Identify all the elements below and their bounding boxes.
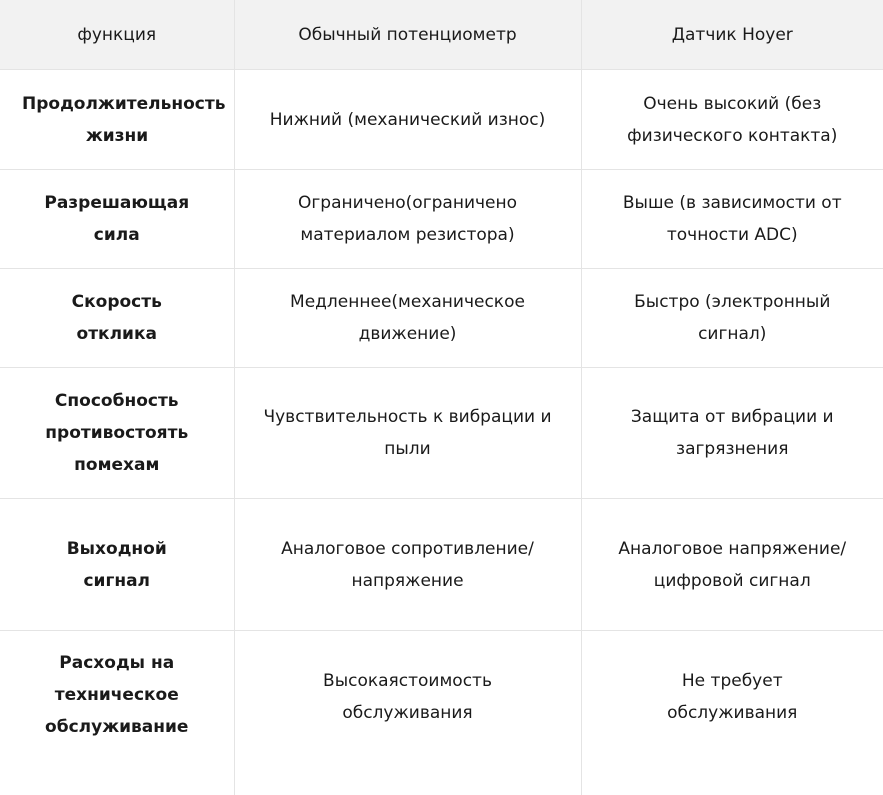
table-row xyxy=(0,631,883,795)
table-row xyxy=(0,368,883,499)
row-feature-cell xyxy=(0,70,234,170)
row-feature-text: Скорость отклика xyxy=(57,286,177,350)
row-pot-text: Медленнее(механическое движение) xyxy=(273,286,543,350)
row-pot-text: Нижний (механический износ) xyxy=(270,104,546,136)
row-feature-text: Продолжительность жизни xyxy=(22,88,212,152)
row-hall-text: Выше (в зависимости от точности ADC) xyxy=(607,187,857,251)
row-hall-cell xyxy=(581,368,883,499)
row-hall-text: Очень высокий (без физического контакта) xyxy=(612,88,852,152)
row-hall-cell xyxy=(581,269,883,368)
table-header-row xyxy=(0,0,883,70)
row-pot-cell xyxy=(234,170,581,269)
header-feature: функция xyxy=(0,0,234,70)
row-pot-text: Высокаястоимость обслуживания xyxy=(298,665,518,729)
row-feature-cell xyxy=(0,631,234,795)
row-feature-cell xyxy=(0,269,234,368)
row-hall-cell xyxy=(581,499,883,631)
row-feature-text: Способность противостоять помехам xyxy=(37,385,197,481)
row-feature-text: Разрешающая сила xyxy=(37,187,197,251)
row-hall-cell xyxy=(581,70,883,170)
row-hall-text: Аналоговое напряжение/цифровой сигнал xyxy=(612,533,852,597)
row-pot-cell xyxy=(234,631,581,795)
row-pot-cell xyxy=(234,269,581,368)
table-row xyxy=(0,170,883,269)
row-pot-text: Ограничено(ограничено материалом резистора) xyxy=(278,187,538,251)
row-pot-cell xyxy=(234,368,581,499)
row-hall-text: Быстро (электронный сигнал) xyxy=(612,286,852,350)
header-potentiometer: Обычный потенциометр xyxy=(234,0,581,70)
row-pot-text: Аналоговое сопротивление/напряжение xyxy=(263,533,553,597)
row-feature-text: Выходной сигнал xyxy=(57,533,177,597)
row-feature-cell xyxy=(0,170,234,269)
header-hall-sensor: Датчик Hoyer xyxy=(581,0,883,70)
row-feature-text: Расходы на техническое обслуживание xyxy=(32,647,202,743)
row-feature-cell xyxy=(0,499,234,631)
row-pot-text: Чувствительность к вибрации и пыли xyxy=(258,401,558,465)
row-pot-cell xyxy=(234,499,581,631)
table-row xyxy=(0,269,883,368)
row-feature-cell xyxy=(0,368,234,499)
row-hall-text: Защита от вибрации и загрязнения xyxy=(612,401,852,465)
table-row xyxy=(0,499,883,631)
row-hall-cell xyxy=(581,170,883,269)
row-pot-cell xyxy=(234,70,581,170)
row-hall-text: Не требует обслуживания xyxy=(632,665,832,729)
row-hall-cell xyxy=(581,631,883,795)
table-row xyxy=(0,70,883,170)
